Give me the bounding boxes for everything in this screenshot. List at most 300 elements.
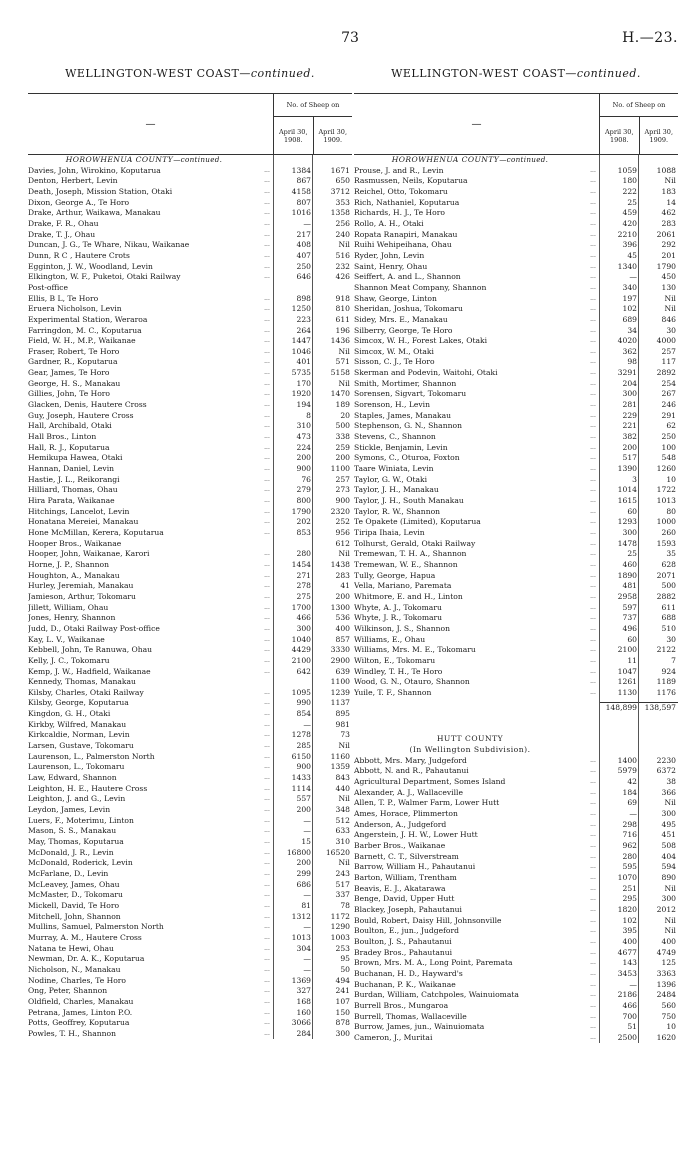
leader-dots: ...	[264, 944, 270, 952]
table-row	[28, 1008, 352, 1019]
value-1908: 460	[622, 559, 637, 569]
leader-dots: ...	[590, 842, 596, 849]
value-1908: 25	[627, 549, 637, 559]
leader-dots: ...	[590, 592, 596, 600]
leader-dots: ...	[264, 976, 270, 984]
value-1909: 1100	[330, 464, 350, 474]
value-1909: 353	[335, 197, 350, 207]
owner-name: Mullins, Samuel, Palmerston North	[28, 922, 164, 932]
leader-dots: ...	[590, 475, 596, 483]
leader-dots: ...	[590, 635, 596, 643]
owner-name: Tiripa Ihaia, Levin	[354, 527, 425, 537]
table-row	[28, 603, 352, 614]
leader-dots: ...	[590, 582, 596, 590]
table-row	[354, 187, 678, 198]
value-1909: 633	[335, 826, 350, 836]
owner-name: Boulton, J. S., Pahautanui	[354, 936, 452, 946]
leader-dots: ...	[264, 806, 270, 814]
table-row	[354, 198, 678, 209]
table-row	[354, 166, 678, 177]
right-table-header	[354, 93, 678, 155]
value-1909: 62	[666, 421, 676, 431]
value-1909: 1593	[656, 538, 676, 548]
owner-name: Hemikupa Hawea, Otaki	[28, 453, 123, 463]
name-column-header: —	[145, 118, 156, 130]
value-1909: Nil	[664, 798, 676, 808]
table-row	[28, 592, 352, 603]
value-1908: 3	[632, 474, 637, 484]
owner-name: Burdan, William, Catchpoles, Wainuiomata	[354, 990, 519, 1000]
leader-dots: ...	[590, 198, 596, 206]
county-heading	[354, 734, 678, 745]
owner-name: Bradey Bros., Pahautanui	[354, 947, 453, 957]
leader-dots: ...	[264, 923, 270, 931]
owner-name: McDonald, J. R., Levin	[28, 847, 114, 857]
value-1909: 260	[661, 527, 676, 537]
value-1908: 3291	[617, 368, 637, 378]
owner-name: Leighton, J. and G., Levin	[28, 794, 126, 804]
value-1909: 348	[335, 805, 350, 815]
value-1908: 642	[296, 666, 311, 676]
table-row	[28, 656, 352, 667]
value-1908: 98	[627, 357, 637, 367]
value-1909: 500	[335, 421, 350, 431]
value-1909: 611	[661, 602, 676, 612]
leader-dots: ...	[264, 784, 270, 792]
table-row	[354, 862, 678, 873]
value-1908: 1059	[617, 165, 637, 175]
value-1909: 201	[661, 250, 676, 260]
owner-name: Whitmore, E. and H., Linton	[354, 591, 463, 601]
value-1909: 196	[335, 325, 350, 335]
value-1908: 1293	[617, 517, 637, 527]
owner-name: Burrow, James, jun., Wainuiomata	[354, 1022, 485, 1032]
leader-dots	[260, 539, 274, 550]
owner-name: Sheridan, Joshua, Tokomaru	[354, 304, 463, 314]
value-1908: 5735	[291, 368, 311, 378]
value-1909: 1176	[656, 687, 676, 697]
leader-dots: ...	[264, 315, 270, 323]
table-row	[28, 645, 352, 656]
leader-dots: ...	[590, 778, 596, 786]
owner-name: Hooper Bros., Waikanae	[28, 538, 122, 548]
value-1908	[274, 283, 313, 294]
value-1909	[313, 283, 352, 294]
value-1908: 102	[622, 304, 637, 314]
leader-dots: ...	[264, 571, 270, 579]
value-1908: 1130	[617, 687, 637, 697]
value-1908: 1340	[617, 261, 637, 271]
owner-name: Seiffert, A. and L., Shannon	[354, 272, 461, 282]
value-1908	[600, 155, 639, 166]
table-row	[354, 336, 678, 347]
leader-dots: ...	[264, 891, 270, 899]
year-1908-header: April 30, 1908.	[604, 127, 634, 144]
owner-name: Rich, Nathaniel, Koputarua	[354, 197, 460, 207]
value-1909: 16520	[325, 847, 350, 857]
owner-name: Beavis, E. J., Akatarawa	[354, 883, 446, 893]
leader-dots: ...	[264, 603, 270, 611]
leader-dots: ...	[590, 1033, 596, 1041]
value-1908: 807	[296, 197, 311, 207]
value-1909: Nil	[664, 176, 676, 186]
table-row	[28, 549, 352, 560]
value-1909: 750	[661, 1011, 676, 1021]
value-1908: 295	[622, 894, 637, 904]
value-1909: 639	[335, 666, 350, 676]
value-1909: 100	[661, 442, 676, 452]
leader-dots: ...	[590, 959, 596, 967]
county-heading	[354, 745, 678, 756]
value-1909: 252	[335, 517, 350, 527]
table-row	[28, 251, 352, 262]
table-row	[354, 464, 678, 475]
value-1908	[600, 745, 639, 756]
value-1908: 1615	[617, 496, 637, 505]
value-1908: 229	[622, 410, 637, 420]
value-1909: Nil	[338, 858, 350, 868]
value-1909: 2012	[656, 904, 676, 914]
owner-name: McFarlane, D., Levin	[28, 868, 109, 878]
owner-name: Kelly, J. C., Tokomaru	[28, 655, 110, 665]
owner-name: Experimental Station, Weraroa	[28, 314, 148, 324]
owner-name: Hilliard, Thomas, Ohau	[28, 485, 118, 495]
value-1909	[639, 734, 678, 745]
value-1909: 1790	[656, 261, 676, 271]
value-1908: —	[303, 826, 311, 836]
owner-name: Blackey, Joseph, Pahautanui	[354, 904, 462, 914]
table-row	[354, 980, 678, 991]
value-1909: 250	[661, 432, 676, 442]
value-1909: 451	[661, 830, 676, 840]
table-row	[354, 958, 678, 969]
leader-dots: ...	[264, 358, 270, 366]
leader-dots: ...	[264, 305, 270, 313]
value-1909: 612	[335, 538, 350, 548]
value-1909: Nil	[338, 378, 350, 388]
value-1909: 956	[335, 527, 350, 537]
owner-name: Ong, Peter, Shannon	[28, 986, 108, 996]
value-1909: Nil	[664, 304, 676, 314]
value-1908: 395	[622, 926, 637, 936]
value-1909: 440	[335, 783, 350, 793]
owner-name: Buchanan, H. D., Hayward's	[354, 968, 463, 978]
value-1909: 189	[335, 400, 350, 410]
table-row	[28, 315, 352, 326]
table-row	[28, 539, 352, 550]
value-1909: 2320	[330, 506, 350, 516]
table-row	[28, 571, 352, 582]
value-1908: 217	[296, 229, 311, 239]
owner-name: Ryder, John, Levin	[354, 250, 425, 260]
value-1909: 300	[335, 1028, 350, 1038]
leader-dots	[586, 745, 600, 756]
value-1908: 1278	[291, 730, 311, 740]
table-row	[28, 773, 352, 784]
year-1909-header: April 30, 1909.	[313, 117, 353, 154]
owner-name: Jamieson, Arthur, Tokomaru	[28, 591, 136, 601]
value-1908: 481	[622, 581, 637, 591]
leader-dots: ...	[590, 209, 596, 217]
value-1909: Nil	[338, 794, 350, 804]
value-1908: 646	[296, 272, 311, 282]
value-1909: 650	[335, 176, 350, 186]
value-1909: 1436	[330, 336, 350, 346]
leader-dots: ...	[590, 969, 596, 977]
leader-dots: ...	[590, 656, 596, 664]
value-1909: 38	[666, 777, 676, 787]
owner-name: Reichel, Otto, Tokomaru	[354, 186, 448, 196]
value-1908: 160	[296, 1007, 311, 1017]
table-row	[28, 432, 352, 443]
value-1908: 180	[622, 176, 637, 186]
owner-name: Eruera Nicholson, Levin	[28, 304, 122, 314]
table-row	[354, 809, 678, 820]
value-1908	[274, 539, 313, 550]
leader-dots: ...	[590, 1023, 596, 1031]
value-1908: 686	[296, 879, 311, 889]
leader-dots: ...	[590, 980, 596, 988]
owner-name: Hira Parata, Waikanae	[28, 496, 115, 505]
value-1909: 494	[335, 975, 350, 985]
leader-dots: ...	[590, 948, 596, 956]
table-row	[28, 411, 352, 422]
leader-dots: ...	[264, 869, 270, 877]
leader-dots: ...	[264, 497, 270, 504]
owner-name: Hall, R. J., Koputarua	[28, 442, 110, 452]
table-row	[28, 709, 352, 720]
value-1908: 299	[296, 868, 311, 878]
value-1909: 495	[661, 819, 676, 829]
value-1908: 420	[622, 218, 637, 228]
owner-name: Gear, James, Te Horo	[28, 368, 110, 378]
value-1908: 279	[296, 485, 311, 495]
value-1909	[639, 155, 678, 166]
table-row	[354, 969, 678, 980]
value-1908: 168	[296, 996, 311, 1006]
value-1908: 3453	[617, 968, 637, 978]
owner-name: Wood, G. N., Otauro, Shannon	[354, 677, 470, 687]
value-1909: 3330	[330, 645, 350, 655]
table-row	[28, 997, 352, 1008]
value-1908: 867	[296, 176, 311, 186]
table-row	[354, 1001, 678, 1012]
value-1909: 1088	[656, 165, 676, 175]
table-row	[354, 347, 678, 358]
table-row	[28, 208, 352, 219]
leader-dots: ...	[264, 624, 270, 632]
owner-name: Simcox, W. M., Otaki	[354, 346, 434, 356]
owner-name: Davies, John, Wirokino, Koputarua	[28, 165, 161, 175]
value-1908: 280	[296, 549, 311, 559]
value-1909: 30	[666, 634, 676, 644]
value-1908: 2210	[617, 229, 637, 239]
leader-dots: ...	[590, 873, 596, 881]
table-row	[28, 986, 352, 997]
value-1908: 143	[622, 958, 637, 968]
leader-dots: ...	[264, 230, 270, 238]
leader-dots: ...	[590, 646, 596, 654]
leader-dots: ...	[264, 582, 270, 590]
value-1908: 1261	[617, 677, 637, 687]
leader-dots: ...	[590, 294, 596, 302]
leader-dots: ...	[590, 326, 596, 334]
leader-dots: ...	[590, 905, 596, 913]
value-1908: 1040	[291, 634, 311, 644]
value-1909	[313, 155, 352, 166]
table-row	[28, 379, 352, 390]
value-1908: 281	[622, 400, 637, 410]
table-row	[28, 933, 352, 944]
value-1909: 450	[661, 272, 676, 282]
table-row	[28, 187, 352, 198]
value-1909: 78	[340, 900, 350, 910]
sheep-count-header: No. of Sheep on	[274, 94, 352, 117]
table-row	[354, 777, 678, 788]
table-row	[28, 720, 352, 731]
leader-dots: ...	[590, 465, 596, 473]
value-1908: 396	[622, 240, 637, 250]
owner-name: Whyte, A. J., Tokomaru	[354, 602, 442, 612]
table-row	[28, 443, 352, 454]
owner-name: Prouse, J. and R., Levin	[354, 165, 444, 175]
table-row	[354, 453, 678, 464]
value-1909: 462	[661, 208, 676, 218]
heading-text: HUTT COUNTY	[436, 734, 504, 744]
value-1909: 267	[661, 389, 676, 399]
owner-name: Whyte, J. R., Tokomaru	[354, 613, 443, 623]
value-1908: 271	[296, 570, 311, 580]
table-row	[354, 176, 678, 187]
leader-dots: ...	[590, 667, 596, 675]
owner-name: Judd, D., Otaki Railway Post-office	[28, 623, 160, 633]
table-row	[354, 852, 678, 863]
table-row	[354, 507, 678, 518]
leader-dots: ...	[264, 294, 270, 302]
value-1909: 400	[335, 623, 350, 633]
value-1909: 3363	[656, 968, 676, 978]
value-1908: 8	[306, 410, 311, 420]
owner-name: Field, W. H., M.P., Waikanae	[28, 336, 136, 346]
leader-dots: ...	[264, 816, 270, 824]
table-row	[28, 368, 352, 379]
value-1909	[639, 745, 678, 756]
leader-dots: ...	[590, 1001, 596, 1009]
value-1909: 1470	[330, 389, 350, 399]
table-row	[28, 326, 352, 337]
leader-dots: ...	[590, 863, 596, 871]
owner-name: Dunn, R C , Hautere Crots	[28, 250, 130, 260]
owner-name: George, H. S., Manakau	[28, 378, 121, 388]
owner-name: Skerman and Podevin, Waitohi, Otaki	[354, 368, 498, 378]
owner-name: Sorensen, Sigvart, Tokomaru	[354, 389, 467, 399]
value-1909: 1358	[330, 208, 350, 218]
value-1909: 150	[335, 1007, 350, 1017]
value-1908: 204	[622, 378, 637, 388]
value-1908: 854	[296, 709, 311, 719]
leader-dots: ...	[590, 379, 596, 387]
leader-dots: ...	[264, 1019, 270, 1027]
owner-name: Potts, Geoffrey, Koputarua	[28, 1018, 130, 1028]
table-row	[354, 937, 678, 948]
owner-name: Hurley, Jeremiah, Manakau	[28, 581, 134, 591]
value-1908: 11	[627, 655, 637, 665]
leader-dots: ...	[590, 230, 596, 238]
owner-name: Leydon, James, Levin	[28, 805, 111, 815]
value-1908: 284	[296, 1028, 311, 1038]
value-1908: 1250	[291, 304, 311, 314]
leader-dots: ...	[590, 443, 596, 451]
table-row	[28, 976, 352, 987]
value-1909: 878	[335, 1018, 350, 1028]
table-row	[28, 294, 352, 305]
value-1908: 595	[622, 862, 637, 872]
report-reference: H.—23.	[622, 30, 678, 46]
value-1908: 1478	[617, 538, 637, 548]
owner-name: Rollo, A. H., Otaki	[354, 218, 424, 228]
owner-name: Hall, Archibald, Otaki	[28, 421, 112, 431]
table-row	[354, 948, 678, 959]
owner-name: Glacken, Denis, Hautere Cross	[28, 400, 147, 410]
leader-dots: ...	[264, 752, 270, 760]
value-1908: —	[303, 719, 311, 729]
owner-name: Jillett, William, Ohau	[28, 602, 109, 612]
value-1908: 197	[622, 293, 637, 303]
left-table-body	[28, 155, 352, 1039]
owner-name: Barber Bros., Waikanae	[354, 841, 446, 850]
table-row	[354, 485, 678, 496]
table-row	[354, 798, 678, 809]
value-1908: 81	[301, 900, 311, 910]
leader-dots: ...	[264, 337, 270, 345]
table-row	[28, 304, 352, 315]
value-1908: 223	[296, 314, 311, 324]
owner-name: Hooper, John, Waikanae, Karori	[28, 549, 150, 559]
value-1909: 594	[661, 862, 676, 872]
value-1909: 1300	[330, 602, 350, 612]
table-row	[354, 389, 678, 400]
value-1909: 900	[335, 496, 350, 505]
table-row	[28, 517, 352, 528]
leader-dots: ...	[590, 927, 596, 935]
table-row	[354, 592, 678, 603]
owner-name: Guy, Joseph, Hautere Cross	[28, 410, 134, 420]
leader-dots: ...	[590, 262, 596, 270]
owner-name: Kirkcaldie, Norman, Levin	[28, 730, 130, 740]
leader-dots: ...	[264, 1029, 270, 1037]
value-1909: 200	[335, 453, 350, 463]
value-1909: Nil	[338, 346, 350, 356]
table-row	[28, 230, 352, 241]
leader-dots: ...	[590, 767, 596, 775]
value-1908: 1820	[617, 904, 637, 914]
value-1909: 611	[335, 314, 350, 324]
value-1909: 256	[335, 218, 350, 228]
owner-name: Staples, James, Manakau	[354, 410, 452, 420]
owner-name: Williams, Mrs. M. E., Tokomaru	[354, 645, 476, 655]
leader-dots: ...	[590, 305, 596, 313]
table-row	[354, 443, 678, 454]
value-1909: 1172	[330, 911, 350, 921]
owner-name: Kebbell, John, Te Ranuwa, Ohau	[28, 645, 153, 655]
owner-name: Denton, Herbert, Levin	[28, 176, 118, 186]
leader-dots: ...	[264, 454, 270, 462]
value-1909: 895	[335, 709, 350, 719]
table-row	[28, 730, 352, 741]
leader-dots: ...	[264, 710, 270, 718]
owner-name: Hastie, J. L., Reikorangi	[28, 474, 120, 484]
value-1909: 1100	[330, 677, 350, 687]
